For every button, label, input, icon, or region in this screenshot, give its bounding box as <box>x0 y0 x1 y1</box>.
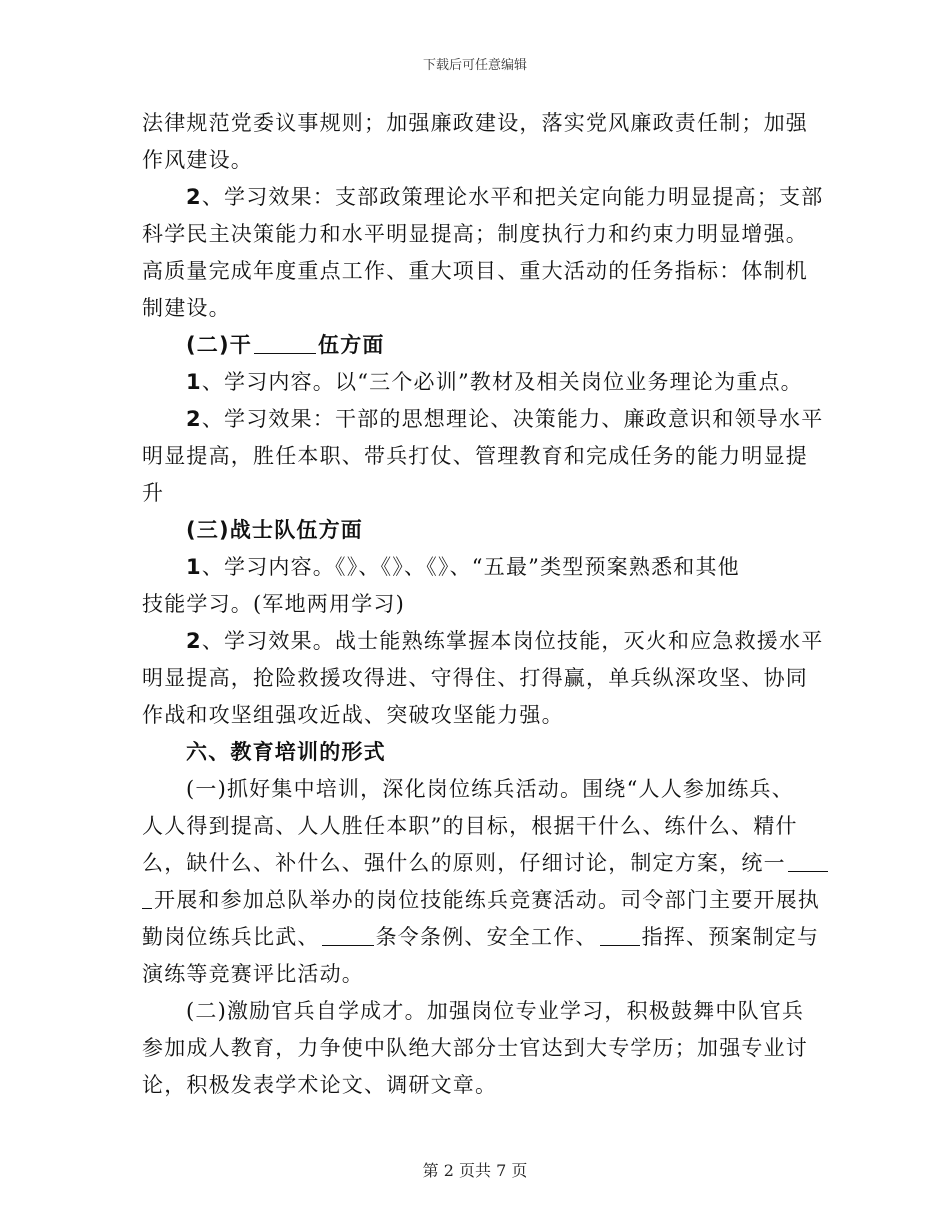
blank-underline <box>322 919 374 946</box>
text-line: 制建设。 <box>142 296 231 320</box>
item-number: 2 <box>186 629 202 653</box>
text-span: 么，缺什么、补什么、强什么的原则，仔细讨论，制定方案，统一 <box>142 851 786 875</box>
item-number: 1 <box>186 555 202 579</box>
text-line: 参加成人教育，力争使中队绝大部分士官达到大专学历；加强专业讨 <box>142 1036 808 1060</box>
text-line: 升 <box>142 481 165 505</box>
text-span: 勤岗位练兵比武、 <box>142 925 320 949</box>
text-line: 明显提高，胜任本职、带兵打仗、管理教育和完成任务的能力明显提 <box>142 444 808 468</box>
blank-underline <box>142 882 152 909</box>
item-number: 1 <box>186 370 202 394</box>
blank-underline <box>254 327 316 354</box>
page-header: 下载后可任意编辑 <box>422 58 527 73</box>
section-heading-cadre <box>142 327 808 364</box>
text-span: 、学习效果：干部的思想理论、决策能力、廉政意识和领导水平 <box>201 407 824 431</box>
paragraph-line <box>142 919 820 956</box>
document-body <box>142 105 824 1104</box>
text-line: 演练等竞赛评比活动。 <box>142 962 364 986</box>
item-number: 2 <box>186 185 202 209</box>
item-number: 2 <box>186 407 202 431</box>
section-heading-soldier: (三)战士队伍方面 <box>186 518 363 542</box>
text-line: 高质量完成年度重点工作、重大项目、重大活动的任务指标：体制机 <box>142 259 808 283</box>
blank-underline <box>788 845 828 872</box>
paragraph-line <box>142 623 824 660</box>
text-span: 、学习内容。《》、《》、《》、“五最”类型预案熟悉和其他 <box>201 555 740 579</box>
text-line: 论，积极发表学术论文、调研文章。 <box>142 1073 498 1097</box>
text-span: 、学习内容。以“三个必训”教材及相关岗位业务理论为重点。 <box>201 370 803 394</box>
heading-text: 伍方面 <box>318 333 385 357</box>
text-line: 作风建设。 <box>142 148 253 172</box>
text-line: (一)抓好集中培训，深化岗位练兵活动。围绕“人人参加练兵、 <box>186 777 794 801</box>
text-span: 、学习效果。战士能熟练掌握本岗位技能，灭火和应急救援水平 <box>201 629 824 653</box>
text-line: 法律规范党委议事规则；加强廉政建设，落实党风廉政责任制；加强 <box>142 111 808 135</box>
text-line: (二)激励官兵自学成才。加强岗位专业学习，积极鼓舞中队官兵 <box>186 999 805 1023</box>
paragraph-line <box>142 179 824 216</box>
paragraph-line <box>142 401 824 438</box>
paragraph-line <box>142 364 808 401</box>
page-footer: 第 2 页共 7 页 <box>422 1161 528 1180</box>
section-heading-six: 六、教育培训的形式 <box>186 740 386 764</box>
text-span: 条令条例、安全工作、 <box>375 925 598 949</box>
text-line: 作战和攻坚组强攻近战、突破攻坚能力强。 <box>142 703 564 727</box>
text-span: 指挥、预案制定与 <box>641 925 820 949</box>
text-line: 科学民主决策能力和水平明显提高；制度执行力和约束力明显增强。 <box>142 222 808 246</box>
text-span: 、学习效果：支部政策理论水平和把关定向能力明显提高；支部 <box>201 185 824 209</box>
paragraph-line <box>142 882 820 919</box>
paragraph-line <box>142 845 808 882</box>
text-line: 明显提高，抢险救援攻得进、守得住、打得赢，单兵纵深攻坚、协同 <box>142 666 808 690</box>
text-span: 开展和参加总队举办的岗位技能练兵竞赛活动。司令部门主要开展执 <box>154 888 820 912</box>
text-line: 人人得到提高、人人胜任本职”的目标，根据干什么、练什么、精什 <box>142 814 798 838</box>
heading-text: (二)干 <box>186 333 252 357</box>
text-line: 技能学习。(军地两用学习) <box>142 592 405 616</box>
paragraph-line <box>142 549 808 586</box>
blank-underline <box>600 919 640 946</box>
